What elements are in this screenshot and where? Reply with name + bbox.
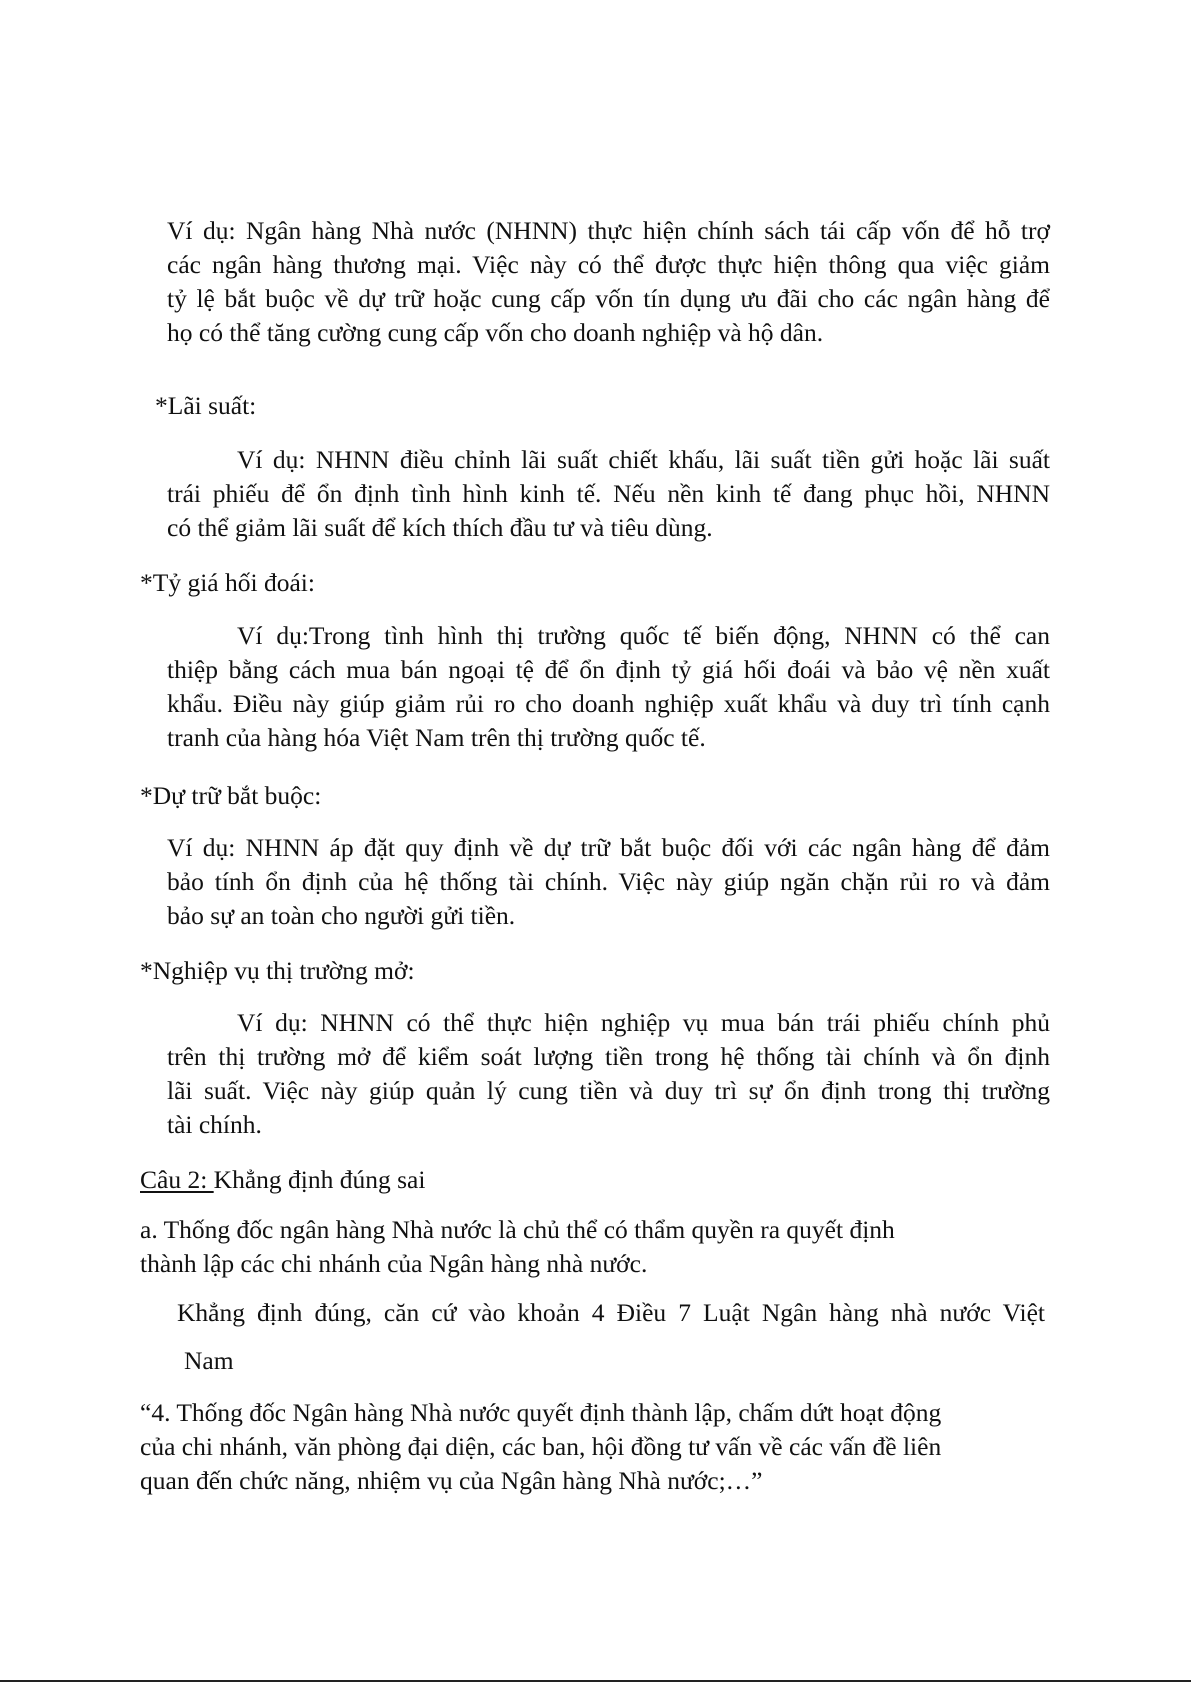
paragraph-line: Ví dụ: Ngân hàng Nhà nước (NHNN) thực hiện chính sách tái cấp vốn để hỗ trợ bbox=[167, 216, 1050, 245]
paragraph-line: Ví dụ: NHNN áp đặt quy định về dự trữ bắt buộc đối với các ngân hàng để đảm bbox=[167, 833, 1050, 862]
paragraph-line: trên thị trường mở để kiểm soát lượng tiền trong hệ thống tài chính và ổn định bbox=[167, 1042, 1050, 1071]
quote-line: “4. Thống đốc Ngân hàng Nhà nước quyết định thành lập, chấm dứt hoạt động bbox=[140, 1398, 942, 1427]
paragraph-line: các ngân hàng thương mại. Việc này có thể được thực hiện thông qua việc giảm bbox=[167, 250, 1050, 279]
paragraph-line: có thể giảm lãi suất để kích thích đầu tư và tiêu dùng. bbox=[167, 513, 713, 542]
section-heading: *Nghiệp vụ thị trường mở: bbox=[140, 956, 415, 985]
paragraph-line: thiệp bằng cách mua bán ngoại tệ để ổn định tỷ giá hối đoái và bảo vệ nền xuất bbox=[167, 655, 1050, 684]
paragraph-line: tài chính. bbox=[167, 1110, 262, 1139]
paragraph-line: tỷ lệ bắt buộc về dự trữ hoặc cung cấp vốn tín dụng ưu đãi cho các ngân hàng để bbox=[167, 284, 1050, 313]
paragraph-line: bảo sự an toàn cho người gửi tiền. bbox=[167, 901, 516, 930]
section-heading: *Lãi suất: bbox=[155, 391, 257, 420]
paragraph-line: trái phiếu để ổn định tình hình kinh tế. Nếu nền kinh tế đang phục hồi, NHNN bbox=[167, 479, 1050, 508]
statement-line: a. Thống đốc ngân hàng Nhà nước là chủ thể có thẩm quyền ra quyết định bbox=[140, 1215, 895, 1244]
question-label: Câu 2: bbox=[140, 1165, 214, 1194]
quote-line: quan đến chức năng, nhiệm vụ của Ngân hàng Nhà nước;…” bbox=[140, 1466, 763, 1495]
paragraph-line: Ví dụ: NHNN điều chỉnh lãi suất chiết khấu, lãi suất tiền gửi hoặc lãi suất bbox=[237, 445, 1050, 474]
question-heading bbox=[140, 1163, 425, 1197]
paragraph-line: Ví dụ:Trong tình hình thị trường quốc tế biến động, NHNN có thể can bbox=[237, 621, 1050, 650]
bottom-divider bbox=[0, 1680, 1191, 1682]
question-title: Khẳng định đúng sai bbox=[213, 1165, 426, 1194]
paragraph-line: họ có thể tăng cường cung cấp vốn cho doanh nghiệp và hộ dân. bbox=[167, 318, 824, 347]
paragraph-line: lãi suất. Việc này giúp quản lý cung tiền và duy trì sự ổn định trong thị trường bbox=[167, 1076, 1050, 1105]
paragraph-line: bảo tính ổn định của hệ thống tài chính. Việc này giúp ngăn chặn rủi ro và đảm bbox=[167, 867, 1050, 896]
paragraph-line: khẩu. Điều này giúp giảm rủi ro cho doanh nghiệp xuất khẩu và duy trì tính cạnh bbox=[167, 689, 1050, 718]
answer-line: Nam bbox=[184, 1346, 234, 1375]
section-heading: *Tỷ giá hối đoái: bbox=[140, 568, 315, 597]
section-heading: *Dự trữ bắt buộc: bbox=[140, 781, 322, 810]
answer-line: Khẳng định đúng, căn cứ vào khoản 4 Điều 7 Luật Ngân hàng nhà nước Việt bbox=[177, 1298, 1045, 1327]
paragraph-line: tranh của hàng hóa Việt Nam trên thị trường quốc tế. bbox=[167, 723, 706, 752]
statement-line: thành lập các chi nhánh của Ngân hàng nhà nước. bbox=[140, 1249, 648, 1278]
quote-line: của chi nhánh, văn phòng đại diện, các ban, hội đồng tư vấn về các vấn đề liên bbox=[140, 1432, 942, 1461]
paragraph-line: Ví dụ: NHNN có thể thực hiện nghiệp vụ mua bán trái phiếu chính phủ bbox=[237, 1008, 1050, 1037]
